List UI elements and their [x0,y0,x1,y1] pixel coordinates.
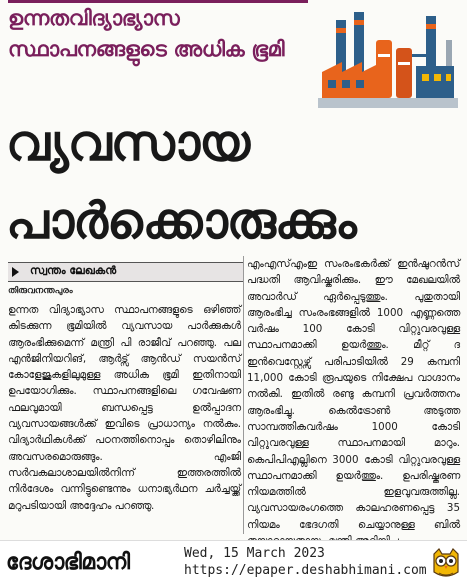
byline-bar [8,262,244,282]
kicker-rule [8,0,308,3]
body-column-left: ഉന്നത വിദ്യാഭ്യാസ സ്ഥാപനങ്ങളുടെ ഒഴിഞ്ഞ് കിടക്കുന്ന ഭൂമിയിൽ വ്യവസായ പാർക്കുകൾ ആരംഭിക്കുമെന്ന് മന്ത്രി പി രാജീവ് പറഞ്ഞു. പല എൻജിനിയറിങ്, ആർട്സ് ആൻഡ് സയൻസ് കോളേജുകളിലുമുള്ള അധിക ഭൂമി ഇതിനായി ഉപയോഗിക്കും. സ്ഥാപനങ്ങളിലെ ഗവേഷണ ഫലവുമായി ബന്ധപ്പെട്ട ഉൽപ്പാദന വ്യവസായങ്ങൾക്ക് ഇവിടെ പ്രാധാന്യം നൽകും. വിദ്യാർഥികൾക്ക് പഠനത്തിനൊപ്പം തൊഴിലിനും അവസരമൊരുങ്ങും. എംജി സർവകലാശാലയിൽനിന്ന് ഇത്തരത്തിൽ നിർദേശം വന്നിട്ടുണ്ടെന്നും ധനാഭ്യർഥന ചർച്ചയ്ക്ക് മറുപടിയായി അദ്ദേഹം പറഞ്ഞു. [8,304,241,512]
factory-illustration [318,10,458,108]
epaper-url-link[interactable]: https://epaper.deshabhimani.com [184,563,427,578]
kicker-heading [8,3,308,65]
body-column-right: എംഎസ്എംഇ സംരംഭകർക്ക് ഇൻഷുറൻസ് പദ്ധതി ആവിഷ്കരിക്കും. ഈ മേഖലയിൽ അവാർഡ് ഏർപ്പെടുത്തും. പുതുതായി ആരംഭിച്ച സംരംഭങ്ങളിൽ 1000 എണ്ണത്തെ വർഷം 100 കോടി വിറ്റുവരവുള്ള സ്ഥാപനമാക്കി ഉയർത്തും. മീറ്റ് ദ ഇൻവെസ്റ്റേഴ്സ് പരിപാടിയിൽ 29 കമ്പനി 11,000 കോടി രൂപയുടെ നിക്ഷേപ വാഗ്ദാനം നൽകി. ഇതിൽ രണ്ടു കമ്പനി പ്രവർത്തനം ആരംഭിച്ചു. കെൽട്രോൺ അടുത്ത സാമ്പത്തികവർഷം 1000 കോടി വിറ്റുവരവുള്ള സ്ഥാപനമായി മാറും. കെപിപിഎല്ലിനെ 3000 കോടി വിറ്റുവരവുള്ള സ്ഥാപനമാക്കി ഉയർത്തും. ഉപരിഷ്കരണ നിയമത്തിൽ ഇളവുവരുത്തില്ല. വ്യവസായരംഗത്തെ കാലഹരണപ്പെട്ട 35 നിയമം ഭേദഗതി ചെയ്യാനുള്ള ബിൽ [247,258,460,531]
edition-date: Wed, 15 March 2023 [184,546,325,561]
kicker-text: ഉന്നതവിദ്യാഭ്യാസ സ്ഥാപനങ്ങളുടെ അധിക ഭൂമി [8,6,285,61]
byline-arrow-icon [12,267,19,277]
byline-text: സ്വന്തം ലേഖകൻ [30,264,117,277]
headline-line-1: വ്യവസായ [6,114,250,172]
dateline: തിരുവനന്തപുരം [8,286,73,296]
epaper-footer [0,540,467,584]
headline-line-2: പാർക്കൊരുക്കും [6,192,356,250]
owl-mascot-icon [430,546,462,580]
publication-logo[interactable]: ദേശാഭിമാനി [6,550,130,575]
headline [6,104,461,260]
column-divider [243,256,244,534]
